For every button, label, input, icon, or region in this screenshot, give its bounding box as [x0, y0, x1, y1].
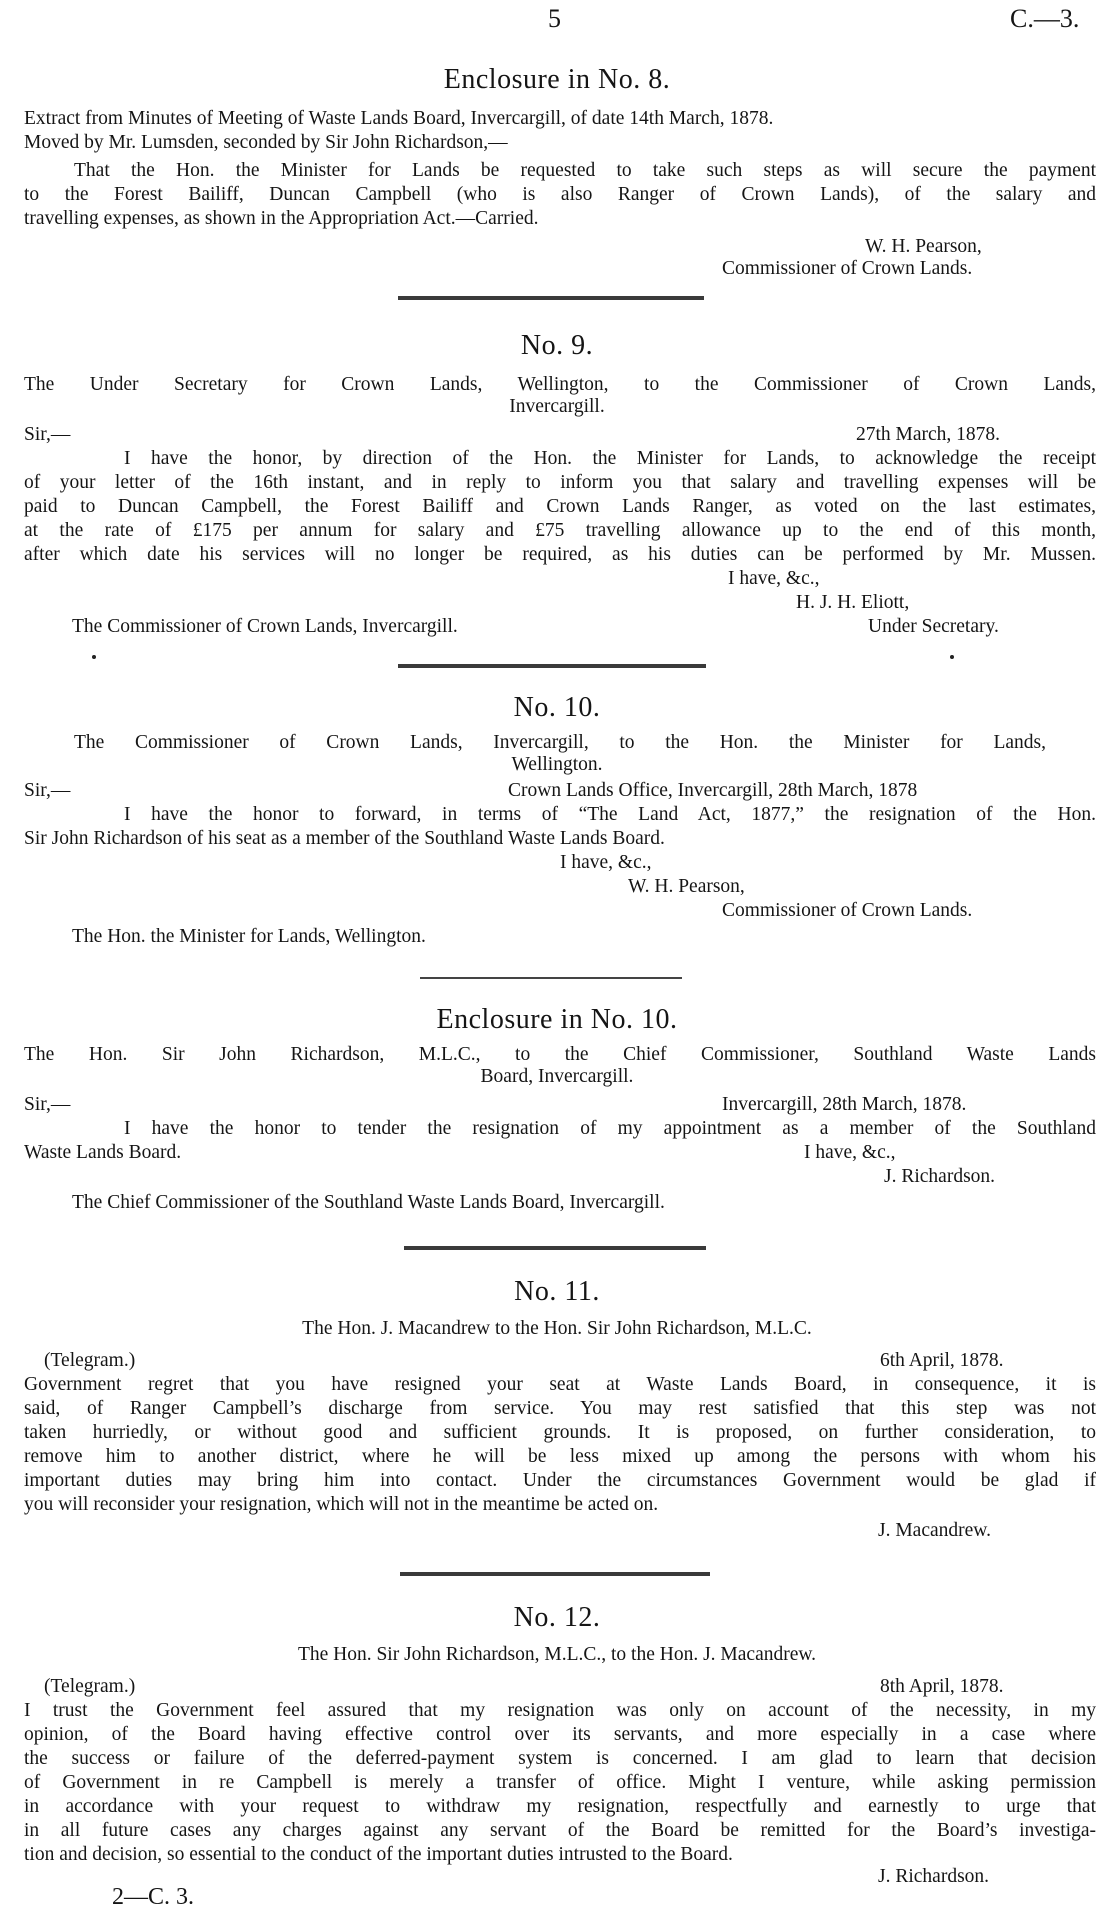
- body-line: at the rate of £175 per annum for salary and £75 travelling allowance up to the end of this month,: [24, 520, 1096, 541]
- body-line: travelling expenses, as shown in the Appropriation Act.—Carried.: [24, 208, 539, 229]
- body-line: I have the honor to tender the resignation of my appointment as a member of the Southland: [124, 1118, 1096, 1139]
- heading-no-11: No. 11.: [514, 1276, 600, 1307]
- body-line: Waste Lands Board.: [24, 1142, 182, 1163]
- section-divider: [420, 977, 682, 979]
- signer-name: J. Macandrew.: [878, 1520, 991, 1541]
- moved-line: Moved by Mr. Lumsden, seconded by Sir John Richardson,—: [24, 132, 508, 153]
- heading-enclosure-10: Enclosure in No. 10.: [436, 1004, 678, 1035]
- address-line: The Hon. Sir John Richardson, M.L.C., to the Hon. J. Macandrew.: [297, 1644, 817, 1665]
- body-line: said, of Ranger Campbell’s discharge from service. You may rest satisfied that this step was not: [24, 1398, 1096, 1419]
- extract-line: Extract from Minutes of Meeting of Waste Lands Board, Invercargill, of date 14th March, 1878.: [24, 108, 774, 129]
- paper-code: C.—3.: [1010, 4, 1080, 33]
- body-line: I have the honor, by direction of the Hon. the Minister for Lands, to acknowledge the receipt: [124, 448, 1096, 469]
- body-line: Sir John Richardson of his seat as a member of the Southland Waste Lands Board.: [24, 828, 665, 849]
- closing: I have, &c.,: [804, 1142, 896, 1163]
- body-line: I trust the Government feel assured that my resignation was only on account of the necessity, in my: [24, 1700, 1096, 1721]
- letter-date: Invercargill, 28th March, 1878.: [722, 1094, 967, 1115]
- body-line: the success or failure of the deferred-payment system is concerned. I am glad to learn that decision: [24, 1748, 1096, 1769]
- body-line: important duties may bring him into contact. Under the circumstances Government would be glad if: [24, 1470, 1096, 1491]
- heading-no-12: No. 12.: [513, 1602, 601, 1633]
- section-divider: [400, 1572, 710, 1576]
- signer-title: Under Secretary.: [868, 616, 999, 637]
- address-line: Board, Invercargill.: [480, 1066, 634, 1087]
- closing: I have, &c.,: [728, 568, 820, 589]
- body-line: to the Forest Bailiff, Duncan Campbell (who is also Ranger of Crown Lands), of the salary and: [24, 184, 1096, 205]
- section-divider: [404, 1246, 706, 1250]
- heading-no-9: No. 9.: [520, 330, 594, 361]
- body-line: of Government in re Campbell is merely a transfer of office. Might I venture, while asking permission: [24, 1772, 1096, 1793]
- body-line: in accordance with your request to withdraw my resignation, respectfully and earnestly to urge that: [24, 1796, 1096, 1817]
- body-line: That the Hon. the Minister for Lands be requested to take such steps as will secure the payment: [74, 160, 1096, 181]
- salutation: Sir,—: [24, 424, 71, 445]
- address-line: The Commissioner of Crown Lands, Invercargill, to the Hon. the Minister for Lands,: [74, 732, 1046, 753]
- body-line: I have the honor to forward, in terms of “The Land Act, 1877,” the resignation of the Hon.: [124, 804, 1096, 825]
- address-line: Wellington.: [511, 754, 603, 775]
- salutation: Sir,—: [24, 1094, 71, 1115]
- section-divider: [398, 296, 704, 300]
- letter-date: 8th April, 1878.: [880, 1676, 1004, 1697]
- signer-title: Commissioner of Crown Lands.: [722, 900, 973, 921]
- address-line: The Hon. J. Macandrew to the Hon. Sir John Richardson, M.L.C.: [302, 1318, 812, 1339]
- body-line: paid to Duncan Campbell, the Forest Bailiff and Crown Lands Ranger, as voted on the last estimates,: [24, 496, 1096, 517]
- address-line: The Hon. Sir John Richardson, M.L.C., to the Chief Commissioner, Southland Waste Lands: [24, 1044, 1096, 1065]
- heading-enclosure-8: Enclosure in No. 8.: [443, 64, 671, 95]
- signer-name: J. Richardson.: [878, 1866, 990, 1887]
- salutation: Sir,—: [24, 780, 71, 801]
- body-line: Government regret that you have resigned your seat at Waste Lands Board, in consequence, it is: [24, 1374, 1096, 1395]
- sheet-signature: 2—C. 3.: [112, 1884, 195, 1910]
- heading-no-10: No. 10.: [513, 692, 601, 723]
- signer-title: Commissioner of Crown Lands.: [722, 258, 973, 279]
- address-line: The Under Secretary for Crown Lands, Wellington, to the Commissioner of Crown Lands,: [24, 374, 1096, 395]
- signer-name: W. H. Pearson,: [865, 236, 982, 257]
- signer-name: H. J. H. Eliott,: [796, 592, 910, 613]
- print-speck: [92, 655, 96, 659]
- body-line: you will reconsider your resignation, which will not in the meantime be acted on.: [24, 1494, 659, 1515]
- signer-name: W. H. Pearson,: [628, 876, 745, 897]
- telegram-note: (Telegram.): [44, 1350, 136, 1371]
- addressee: The Commissioner of Crown Lands, Invercargill.: [72, 616, 458, 637]
- addressee: The Chief Commissioner of the Southland Waste Lands Board, Invercargill.: [72, 1192, 665, 1213]
- body-line: taken hurriedly, or without good and sufficient grounds. It is proposed, on further consideration, to: [24, 1422, 1096, 1443]
- body-line: after which date his services will no longer be required, as his duties can be performed by Mr. Mussen.: [24, 544, 1096, 565]
- print-speck: [950, 655, 954, 659]
- letter-date: 6th April, 1878.: [880, 1350, 1004, 1371]
- closing: I have, &c.,: [560, 852, 652, 873]
- body-line: tion and decision, so essential to the conduct of the important duties intrusted to the Board.: [24, 1844, 733, 1865]
- addressee: The Hon. the Minister for Lands, Wellington.: [72, 926, 426, 947]
- letter-date: Crown Lands Office, Invercargill, 28th March, 1878: [508, 780, 918, 801]
- body-line: of your letter of the 16th instant, and in reply to inform you that salary and travelling expenses will be: [24, 472, 1096, 493]
- address-line: Invercargill.: [509, 396, 605, 417]
- body-line: opinion, of the Board having effective control over its servants, and more especially in a case where: [24, 1724, 1096, 1745]
- letter-date: 27th March, 1878.: [856, 424, 1001, 445]
- signer-name: J. Richardson.: [884, 1166, 996, 1187]
- section-divider: [398, 664, 706, 668]
- telegram-note: (Telegram.): [44, 1676, 136, 1697]
- page-number: 5: [548, 4, 561, 33]
- body-line: remove him to another district, where he will be less mixed up among the persons with whom his: [24, 1446, 1096, 1467]
- body-line: in all future cases any charges against any servant of the Board be remitted for the Board’s investiga-: [24, 1820, 1096, 1841]
